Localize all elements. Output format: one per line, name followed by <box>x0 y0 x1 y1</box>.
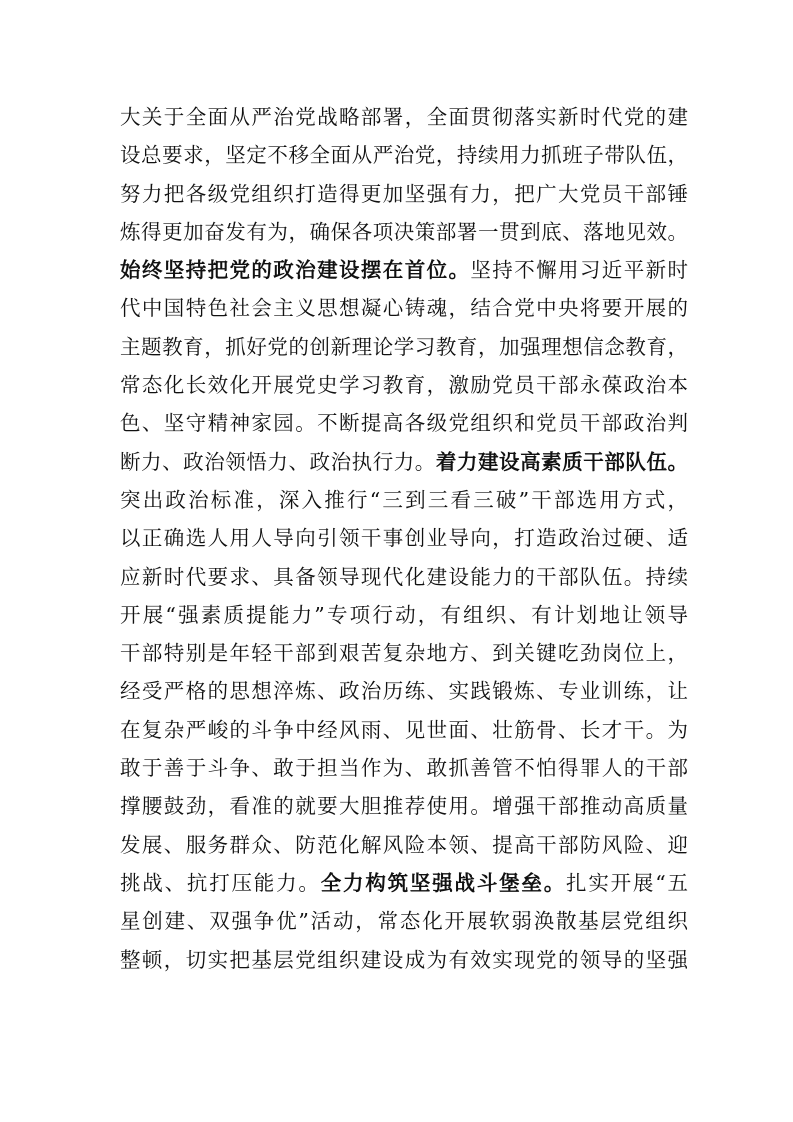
body-text-segment: 突出政治标准，深入推行“三到三看三破”干部选用方式， <box>120 487 688 512</box>
text-line <box>120 136 688 174</box>
bold-heading-text: 始终坚持把党的政治建设摆在首位。 <box>120 258 471 283</box>
text-line <box>120 749 688 787</box>
text-line <box>120 596 688 634</box>
body-text-segment: 主题教育，抓好党的创新理论学习教育，加强理想信念教育， <box>120 334 688 359</box>
text-line <box>120 443 688 481</box>
text-line <box>120 481 688 519</box>
text-line <box>120 941 688 979</box>
text-line <box>120 175 688 213</box>
body-text-segment: 努力把各级党组织打造得更加坚强有力，把广大党员干部锤 <box>120 181 688 206</box>
body-text-segment: 常态化长效化开展党史学习教育，激励党员干部永葆政治本 <box>120 373 688 398</box>
body-text-segment: 色、坚守精神家园。不断提高各级党组织和党员干部政治判 <box>120 411 688 436</box>
body-text-segment: 挑战、抗打压能力。 <box>120 870 321 895</box>
text-line <box>120 711 688 749</box>
text-line <box>120 826 688 864</box>
body-text-segment: 开展“强素质提能力”专项行动，有组织、有计划地让领导 <box>120 602 688 627</box>
body-text-segment: 设总要求，坚定不移全面从严治党，持续用力抓班子带队伍， <box>120 143 688 168</box>
text-line <box>120 672 688 710</box>
text-line <box>120 787 688 825</box>
text-line <box>120 289 688 327</box>
text-line <box>120 558 688 596</box>
text-line <box>120 404 688 442</box>
text-line <box>120 366 688 404</box>
body-text-segment: 星创建、双强争优”活动，常态化开展软弱涣散基层党组织 <box>120 909 688 934</box>
text-line <box>120 213 688 251</box>
body-text-segment: 代中国特色社会主义思想凝心铸魂，结合党中央将要开展的 <box>120 296 688 321</box>
text-line <box>120 634 688 672</box>
body-text-segment: 坚持不懈用习近平新时 <box>470 258 688 283</box>
text-line <box>120 519 688 557</box>
body-text-segment: 断力、政治领悟力、政治执行力。 <box>120 449 436 474</box>
body-text <box>120 98 688 979</box>
body-text-segment: 扎实开展“五 <box>566 870 688 895</box>
text-line <box>120 328 688 366</box>
body-text-segment: 应新时代要求、具备领导现代化建设能力的干部队伍。持续 <box>120 564 688 589</box>
bold-heading-text: 全力构筑坚强战斗堡垒。 <box>320 870 567 895</box>
body-text-segment: 发展、服务群众、防范化解风险本领、提高干部防风险、迎 <box>120 832 688 857</box>
body-text-segment: 整顿，切实把基层党组织建设成为有效实现党的领导的坚强 <box>120 947 688 972</box>
body-text-segment: 经受严格的思想淬炼、政治历练、实践锻炼、专业训练，让 <box>120 679 688 704</box>
text-line <box>120 251 688 289</box>
text-line <box>120 98 688 136</box>
body-text-segment: 以正确选人用人导向引领干事创业导向，打造政治过硬、适 <box>120 526 688 551</box>
body-text-segment: 干部特别是年轻干部到艰苦复杂地方、到关键吃劲岗位上， <box>120 641 688 666</box>
body-text-segment: 撑腰鼓劲，看准的就要大胆推荐使用。增强干部推动高质量 <box>120 794 688 819</box>
body-text-segment: 在复杂严峻的斗争中经风雨、见世面、壮筋骨、长才干。为 <box>120 717 688 742</box>
body-text-segment: 敢于善于斗争、敢于担当作为、敢抓善管不怕得罪人的干部 <box>120 756 688 781</box>
text-line <box>120 864 688 902</box>
text-line <box>120 902 688 940</box>
body-text-segment: 炼得更加奋发有为，确保各项决策部署一贯到底、落地见效。 <box>120 219 688 244</box>
body-text-segment: 大关于全面从严治党战略部署，全面贯彻落实新时代党的建 <box>120 105 688 129</box>
bold-heading-text: 着力建设高素质干部队伍。 <box>435 449 688 474</box>
